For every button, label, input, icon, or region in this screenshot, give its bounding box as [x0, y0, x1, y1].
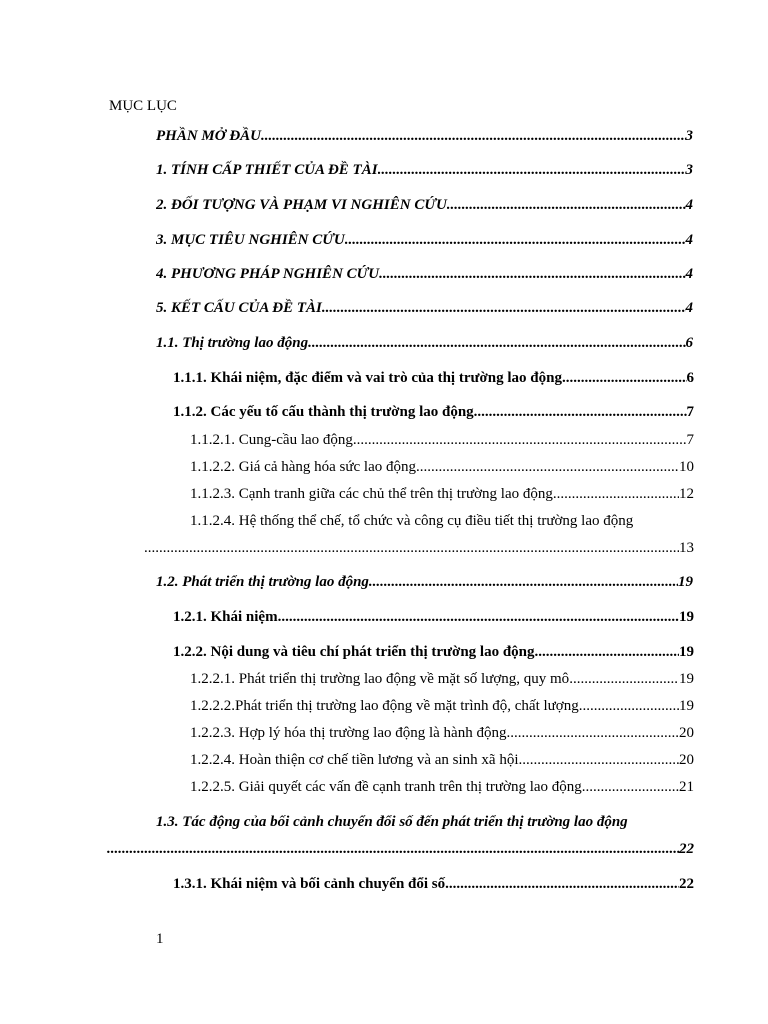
- toc-leader: [506, 723, 679, 743]
- toc-entry[interactable]: [190, 696, 694, 716]
- toc-leader: [569, 669, 679, 689]
- toc-entry-title: 1.1.2.1. Cung-cầu lao động: [190, 432, 353, 448]
- toc-entry[interactable]: [156, 298, 693, 318]
- toc-leader: [447, 195, 686, 215]
- toc-leader: [519, 750, 679, 770]
- toc-entry[interactable]: [156, 264, 693, 284]
- toc-entry[interactable]: [190, 777, 694, 797]
- toc-entry-title: 3. MỤC TIÊU NGHIÊN CỨU: [156, 232, 345, 248]
- toc-entry[interactable]: [190, 723, 694, 743]
- toc-entry[interactable]: [190, 669, 694, 689]
- toc-entry-page: 3: [685, 128, 693, 144]
- toc-leader: [445, 874, 679, 894]
- toc-entry-title: 1.2.2.1. Phát triển thị trường lao động về mặt số lượng, quy mô: [190, 671, 570, 687]
- toc-entry-page: 4: [685, 266, 693, 282]
- toc-leader: [322, 298, 686, 318]
- toc-entry[interactable]: [190, 457, 694, 477]
- toc-entry-title[interactable]: 1.3. Tác động của bối cảnh chuyển đổi số đến phát triển thị trường lao động: [156, 814, 628, 830]
- toc-leader: [535, 642, 679, 662]
- toc-leader: [278, 607, 679, 627]
- toc-entry-title[interactable]: 1.1.2.4. Hệ thống thể chế, tổ chức và công cụ điều tiết thị trường lao động: [190, 513, 634, 529]
- toc-leader: [353, 430, 687, 450]
- toc-entry[interactable]: [156, 230, 693, 250]
- toc-entry-page: 4: [685, 197, 693, 213]
- page-number: 1: [156, 931, 164, 947]
- toc-entry[interactable]: [156, 126, 693, 146]
- toc-entry-page: 6: [685, 335, 693, 351]
- toc-entry[interactable]: [173, 607, 694, 627]
- toc-entry-page: 4: [685, 300, 693, 316]
- toc-entry-title: 1.1.2. Các yếu tố cấu thành thị trường lao động: [173, 404, 474, 420]
- toc-entry-page: 12: [679, 486, 694, 502]
- toc-entry-title: 1.1.1. Khái niệm, đặc điểm và vai trò của thị trường lao động: [173, 370, 562, 386]
- toc-entry-page: 6: [686, 370, 694, 386]
- toc-entry[interactable]: [156, 572, 693, 592]
- toc-leader: [345, 230, 686, 250]
- toc-entry[interactable]: [190, 430, 694, 450]
- toc-entry[interactable]: [190, 750, 694, 770]
- toc-entry-title: 4. PHƯƠNG PHÁP NGHIÊN CỨU: [156, 266, 380, 282]
- toc-entry-title: 1. TÍNH CẤP THIẾT CỦA ĐỀ TÀI: [156, 162, 378, 178]
- toc-leader: [582, 777, 679, 797]
- toc-leader: [144, 538, 679, 558]
- toc-entry-title: 1.1.2.2. Giá cả hàng hóa sức lao động: [190, 459, 416, 475]
- toc-entry-page: 7: [686, 404, 694, 420]
- toc-entry[interactable]: [173, 368, 694, 388]
- toc-entry-page: 19: [679, 609, 694, 625]
- toc-leader: [416, 457, 679, 477]
- toc-entry-title: 1.2.2.2.Phát triển thị trường lao động về mặt trình độ, chất lượng: [190, 698, 579, 714]
- toc-entry-page: 19: [679, 644, 694, 660]
- toc-entry[interactable]: [190, 484, 694, 504]
- toc-entry-title: 1.2. Phát triển thị trường lao động: [156, 574, 369, 590]
- toc-entry-page: 22: [679, 876, 694, 892]
- toc-entry-title: 5. KẾT CẤU CỦA ĐỀ TÀI: [156, 300, 322, 316]
- toc-entry-page: 7: [686, 432, 694, 448]
- toc-entry-page: 19: [679, 671, 694, 687]
- toc-entry-title: 1.2.2. Nội dung và tiêu chí phát triển thị trường lao động: [173, 644, 535, 660]
- toc-entry-title: 1.1. Thị trường lao động: [156, 335, 309, 351]
- toc-entry[interactable]: [173, 642, 694, 662]
- toc-entry[interactable]: [156, 160, 693, 180]
- toc-entry-title: 1.1.2.3. Cạnh tranh giữa các chủ thể trên thị trường lao động: [190, 486, 553, 502]
- toc-entry-page: 13: [679, 540, 694, 556]
- toc-entry-title: 1.2.2.3. Hợp lý hóa thị trường lao động là hành động: [190, 725, 507, 741]
- toc-entry-title: 1.2.1. Khái niệm: [173, 609, 278, 625]
- toc-entry-page: 19: [679, 698, 694, 714]
- toc-entry-title: 1.2.2.4. Hoàn thiện cơ chế tiền lương và an sinh xã hội: [190, 752, 519, 768]
- toc-leader: [308, 333, 685, 353]
- toc-leader: [261, 126, 685, 146]
- toc-entry-page: 10: [679, 459, 694, 475]
- toc-entry-title: PHẦN MỞ ĐẦU: [156, 128, 262, 144]
- toc-heading: MỤC LỤC: [109, 98, 177, 114]
- toc-entry-continuation[interactable]: [144, 538, 694, 558]
- toc-entry-page: 20: [679, 725, 694, 741]
- toc-entry-title: 1.3.1. Khái niệm và bối cảnh chuyển đổi số: [173, 876, 446, 892]
- toc-leader: [378, 160, 686, 180]
- toc-entry[interactable]: [156, 195, 693, 215]
- toc-leader: [474, 402, 687, 422]
- toc-entry-page: 3: [685, 162, 693, 178]
- toc-leader: [107, 839, 679, 859]
- toc-leader: [369, 572, 678, 592]
- toc-entry-title: 2. ĐỐI TƯỢNG VÀ PHẠM VI NGHIÊN CỨU: [156, 197, 447, 213]
- toc-entry[interactable]: [173, 402, 694, 422]
- toc-entry[interactable]: [173, 874, 694, 894]
- toc-leader: [562, 368, 687, 388]
- toc-entry-continuation[interactable]: [107, 839, 694, 859]
- toc-entry-title: 1.2.2.5. Giải quyết các vấn đề cạnh tranh trên thị trường lao động: [190, 779, 582, 795]
- toc-entry-page: 22: [679, 841, 694, 857]
- toc-entry-page: 21: [679, 779, 694, 795]
- toc-leader: [379, 264, 685, 284]
- toc-entry-page: 20: [679, 752, 694, 768]
- toc-leader: [579, 696, 679, 716]
- toc-leader: [553, 484, 679, 504]
- toc-entry-page: 4: [685, 232, 693, 248]
- toc-entry-page: 19: [678, 574, 693, 590]
- toc-entry[interactable]: [156, 333, 693, 353]
